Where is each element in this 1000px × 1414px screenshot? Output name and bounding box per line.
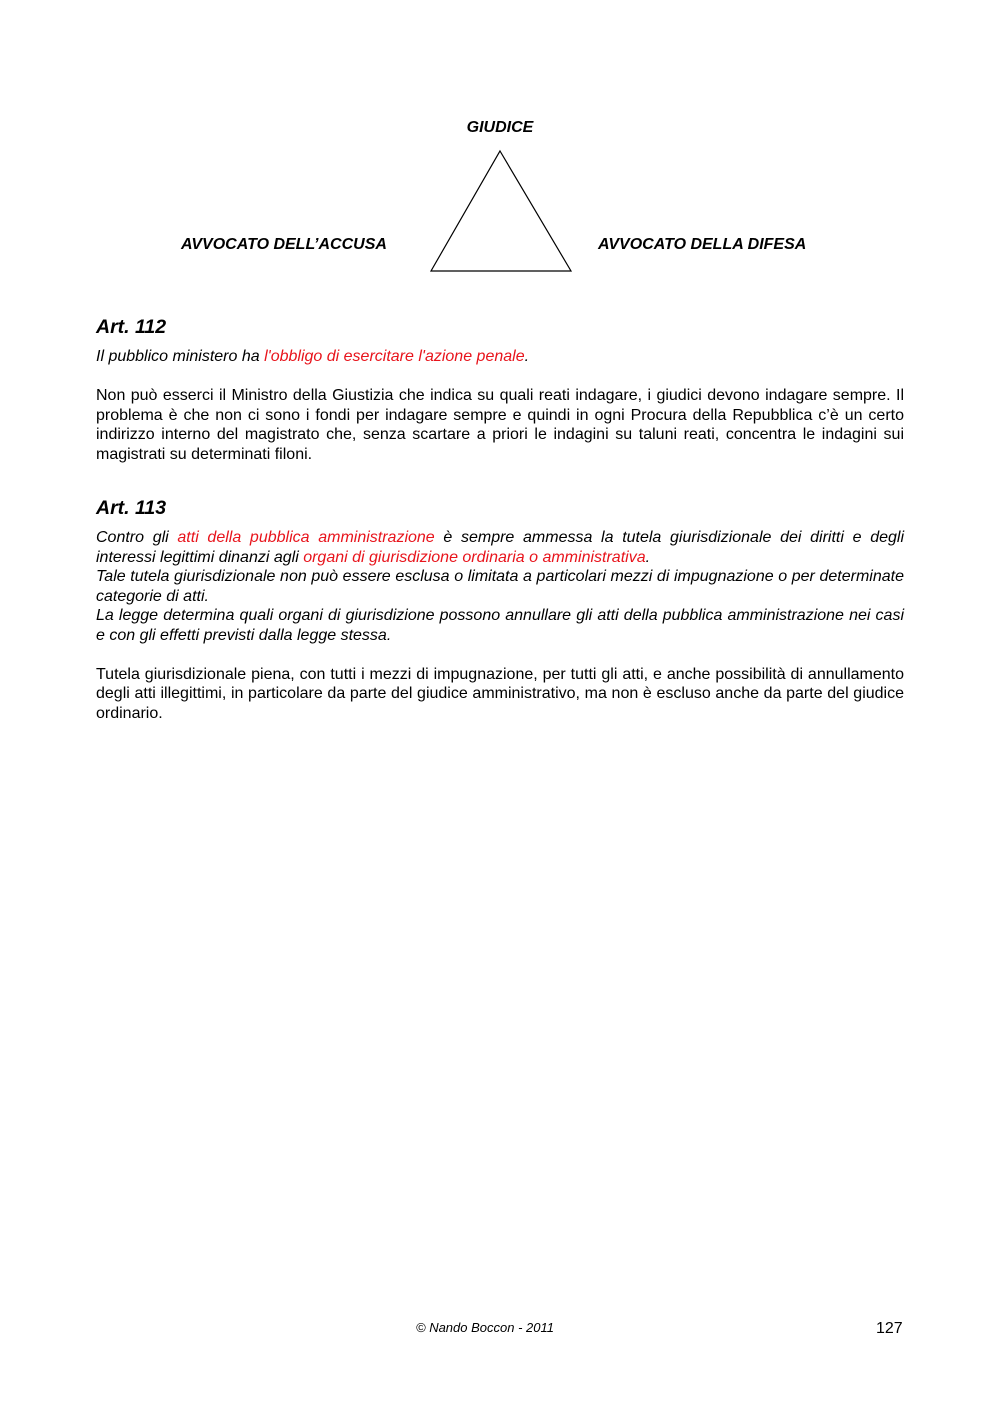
page-number: 127 (876, 1320, 903, 1337)
art113-comment: Tutela giurisdizionale piena, con tutti i mezzi di impugnazione, per tutti gli atti, e anche possibilità di annullamento degli atti illegittimi, in particolare da parte del giudice amministrativo, ma non è escluso anche da parte del giudice ordinario. (96, 665, 904, 722)
art113-para3: La legge determina quali organi di giurisdizione possono annullare gli atti della pubblica amministrazione nei casi e con gli effetti previsti dalla legge stessa. (96, 607, 904, 644)
art113-highlight-2: organi di giurisdizione ordinaria o amministrativa (303, 548, 646, 566)
art112-highlight: l'obbligo di esercitare l'azione penale (264, 348, 525, 365)
triangle-diagram (428, 148, 574, 274)
art112-quote: Il pubblico ministero ha l'obbligo di esercitare l'azione penale. (96, 348, 530, 365)
art113-section (96, 496, 904, 723)
diagram-left-label: AVVOCATO DELL’ACCUSA (181, 236, 387, 253)
art113-highlight-1: atti della pubblica amministrazione (177, 529, 435, 546)
art113-para2: Tale tutela giurisdizionale non può essere esclusa o limitata a particolari mezzi di impugnazione o per determinate categorie di atti. (96, 568, 904, 605)
art113-title: Art. 113 (96, 497, 167, 519)
diagram-right-label: AVVOCATO DELLA DIFESA (598, 236, 807, 253)
art112-section (96, 315, 904, 464)
art113-para1: Contro gli atti della pubblica amministrazione è sempre ammessa la tutela giurisdizionale dei diritti e degli interessi legittimi dinanzi agli organi di giurisdizione ordinaria o amministrativa. (96, 529, 904, 566)
diagram-top-label: GIUDICE (466, 119, 534, 136)
footer-credit: © Nando Boccon - 2011 (416, 1320, 554, 1335)
art112-title: Art. 112 (96, 316, 167, 338)
art112-comment: Non può esserci il Ministro della Giustizia che indica su quali reati indagare, i giudici devono indagare sempre. Il problema è che non ci sono i fondi per indagare sempre e quindi in ogni Procura della Repubblica c’è un certo indirizzo interno del magistrato che, senza scartare a priori le indagini su taluni reati, concentra le indagini sui magistrati su determinati filoni. (96, 387, 904, 463)
